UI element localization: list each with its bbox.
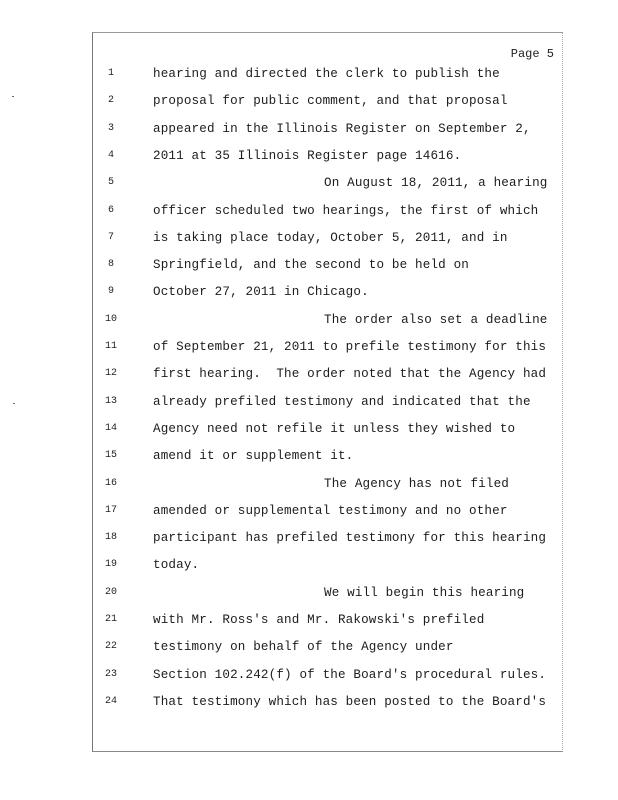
transcript-line-text: already prefiled testimony and indicated that the — [153, 395, 531, 409]
line-number: 6 — [107, 205, 114, 216]
transcript-line-text: testimony on behalf of the Agency under — [153, 640, 454, 654]
line-number: 12 — [104, 368, 117, 379]
transcript-line-text: 2011 at 35 Illinois Register page 14616. — [153, 149, 462, 163]
line-number: 20 — [104, 587, 117, 598]
line-number: 16 — [104, 478, 117, 489]
transcript-line-text: is taking place today, October 5, 2011, and in — [153, 231, 508, 245]
transcript-line-text: Section 102.242(f) of the Board's procedural rules. — [153, 668, 547, 682]
line-number: 22 — [104, 641, 117, 652]
transcript-line-text: appeared in the Illinois Register on September 2, — [153, 122, 531, 136]
scan-speck — [13, 403, 15, 404]
line-number: 3 — [107, 123, 114, 134]
transcript-line-text: That testimony which has been posted to the Board's — [153, 695, 547, 709]
page-number-label: Page 5 — [510, 47, 554, 61]
transcript-line-text: The Agency has not filed — [324, 477, 509, 491]
line-number: 24 — [104, 696, 117, 707]
transcript-line-text: with Mr. Ross's and Mr. Rakowski's prefiled — [153, 613, 485, 627]
line-number: 21 — [104, 614, 117, 625]
line-number: 23 — [104, 669, 117, 680]
line-number: 17 — [104, 505, 117, 516]
line-number: 2 — [107, 95, 114, 106]
transcript-line-text: amended or supplemental testimony and no other — [153, 504, 508, 518]
transcript-line-text: The order also set a deadline — [324, 313, 548, 327]
transcript-line-text: We will begin this hearing — [324, 586, 525, 600]
transcript-line-text: officer scheduled two hearings, the first of which — [153, 204, 539, 218]
transcript-line-text: proposal for public comment, and that proposal — [153, 94, 508, 108]
line-number: 14 — [104, 423, 117, 434]
scan-speck — [12, 96, 14, 97]
transcript-line-text: today. — [153, 558, 200, 572]
line-number: 15 — [104, 450, 117, 461]
transcript-line-text: participant has prefiled testimony for this hearing — [153, 531, 547, 545]
transcript-line-text: of September 21, 2011 to prefile testimony for this — [153, 340, 547, 354]
line-number: 5 — [107, 177, 114, 188]
line-number: 11 — [104, 341, 117, 352]
line-number: 1 — [107, 68, 114, 79]
transcript-line-text: October 27, 2011 in Chicago. — [153, 285, 369, 299]
line-number: 9 — [107, 286, 114, 297]
line-number: 10 — [104, 314, 117, 325]
line-number: 19 — [104, 559, 117, 570]
transcript-line-text: amend it or supplement it. — [153, 449, 354, 463]
transcript-line-text: On August 18, 2011, a hearing — [324, 176, 548, 190]
transcript-line-text: first hearing. The order noted that the Agency had — [153, 367, 547, 381]
transcript-line-text: hearing and directed the clerk to publish the — [153, 67, 500, 81]
line-number: 18 — [104, 532, 117, 543]
line-number: 4 — [107, 150, 114, 161]
line-number: 7 — [107, 232, 114, 243]
transcript-line-text: Springfield, and the second to be held on — [153, 258, 470, 272]
line-number: 13 — [104, 396, 117, 407]
line-number: 8 — [107, 259, 114, 270]
transcript-line-text: Agency need not refile it unless they wished to — [153, 422, 516, 436]
